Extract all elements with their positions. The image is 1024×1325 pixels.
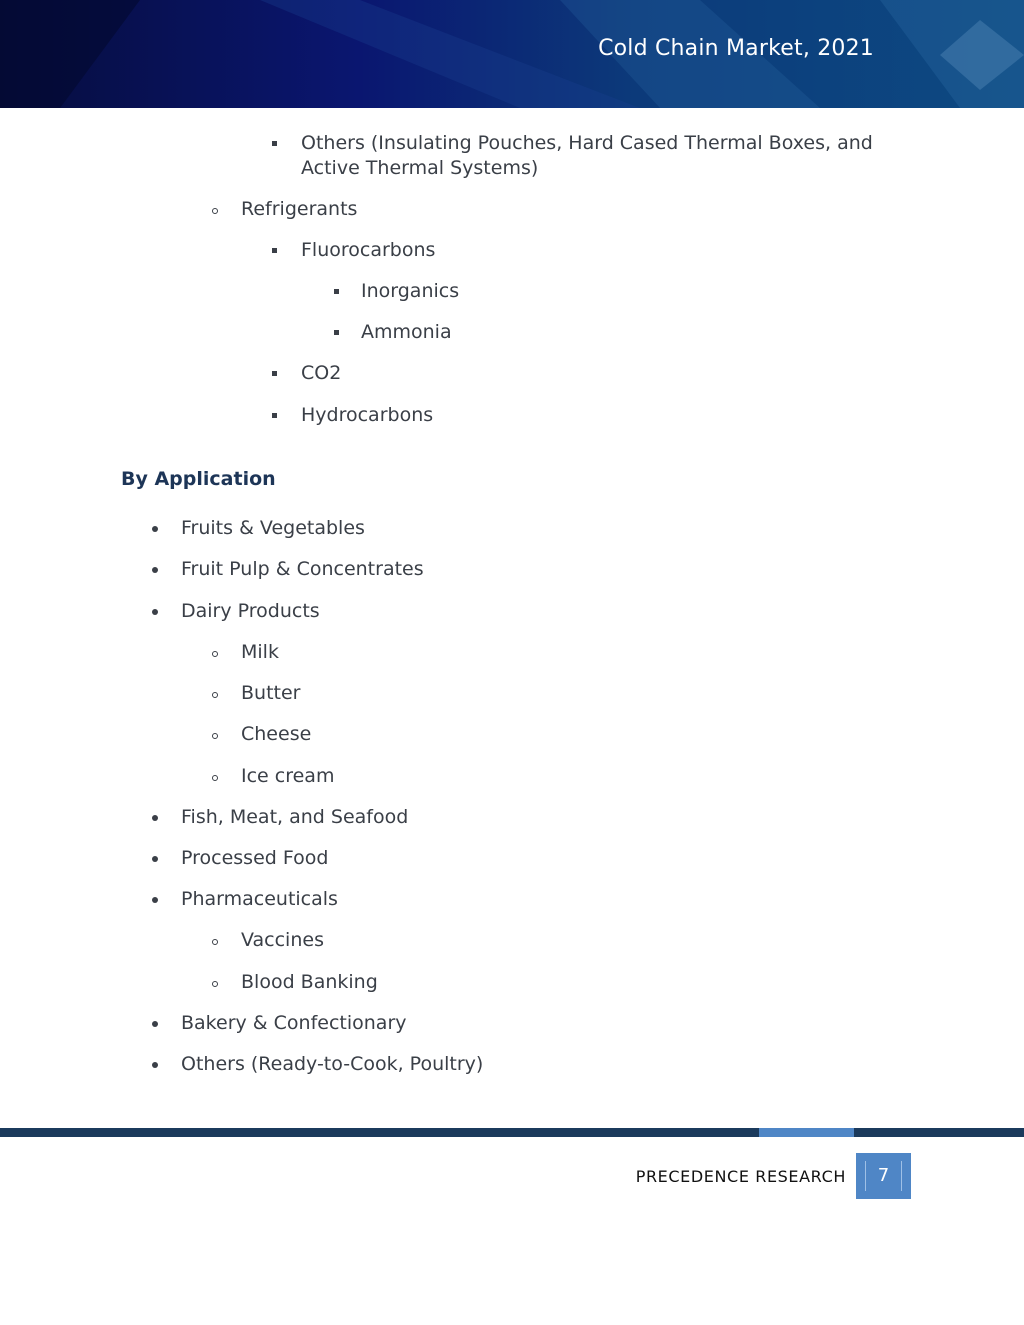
list-item-processed-food: [181, 846, 328, 871]
list-item-bakery: [181, 1011, 407, 1036]
list-item-others-insulating-cont: [301, 156, 538, 181]
list-item-text: CO2: [301, 362, 342, 384]
header-banner: [0, 0, 1024, 108]
list-item-fish-meat: [181, 805, 408, 830]
list-item-text: Processed Food: [181, 847, 329, 869]
list-item-text: Refrigerants: [241, 198, 358, 220]
list-item-text: Pharmaceuticals: [181, 888, 338, 910]
list-item-others-app: [181, 1052, 483, 1077]
list-item-ice-cream: [241, 764, 334, 789]
list-item-text: Milk: [241, 641, 279, 663]
list-item-hydrocarbons: [301, 403, 433, 428]
list-item-text: Hydrocarbons: [301, 404, 434, 426]
list-item-co2: [301, 361, 341, 386]
list-item-vaccines: [241, 928, 324, 953]
page-number-box: [856, 1153, 911, 1199]
page-number: 7: [865, 1161, 902, 1191]
report-title: Cold Chain Market, 2021: [598, 36, 874, 61]
list-item-text: Butter: [241, 682, 301, 704]
list-item-pharmaceuticals: [181, 887, 338, 912]
list-item-inorganics: [361, 279, 459, 304]
list-item-text: Active Thermal Systems): [301, 157, 539, 179]
footer-divider-accent: [759, 1128, 854, 1137]
list-item-cheese: [241, 722, 311, 747]
section-heading: By Application: [121, 468, 276, 490]
list-item-text: Fruit Pulp & Concentrates: [181, 558, 424, 580]
list-item-text: Fluorocarbons: [301, 239, 436, 261]
list-item-text: Fish, Meat, and Seafood: [181, 806, 409, 828]
list-item-fluorocarbons: [301, 238, 435, 263]
list-item-dairy: [181, 599, 320, 624]
list-item-text: Blood Banking: [241, 971, 378, 993]
list-item-fruits: [181, 516, 365, 541]
list-item-text: Fruits & Vegetables: [181, 517, 365, 539]
list-item-text: Cheese: [241, 723, 312, 745]
list-item-text: Ammonia: [361, 321, 452, 343]
list-item-text: Dairy Products: [181, 600, 320, 622]
list-item-fruit-pulp: [181, 557, 424, 582]
list-item-text: Ice cream: [241, 765, 335, 787]
list-item-text: Bakery & Confectionary: [181, 1012, 407, 1034]
list-item-text: Inorganics: [361, 280, 460, 302]
list-item-refrigerants: [241, 197, 357, 222]
list-item-text: Others (Insulating Pouches, Hard Cased Thermal Boxes, and: [301, 132, 873, 154]
footer-divider: [0, 1128, 1024, 1137]
list-item-butter: [241, 681, 300, 706]
list-item-text: Vaccines: [241, 929, 324, 951]
list-item-blood-banking: [241, 970, 378, 995]
list-item-others-insulating: [301, 131, 873, 156]
footer-brand: PRECEDENCE RESEARCH: [635, 1167, 846, 1186]
list-item-ammonia: [361, 320, 452, 345]
list-item-milk: [241, 640, 279, 665]
list-item-text: Others (Ready-to-Cook, Poultry): [181, 1053, 484, 1075]
